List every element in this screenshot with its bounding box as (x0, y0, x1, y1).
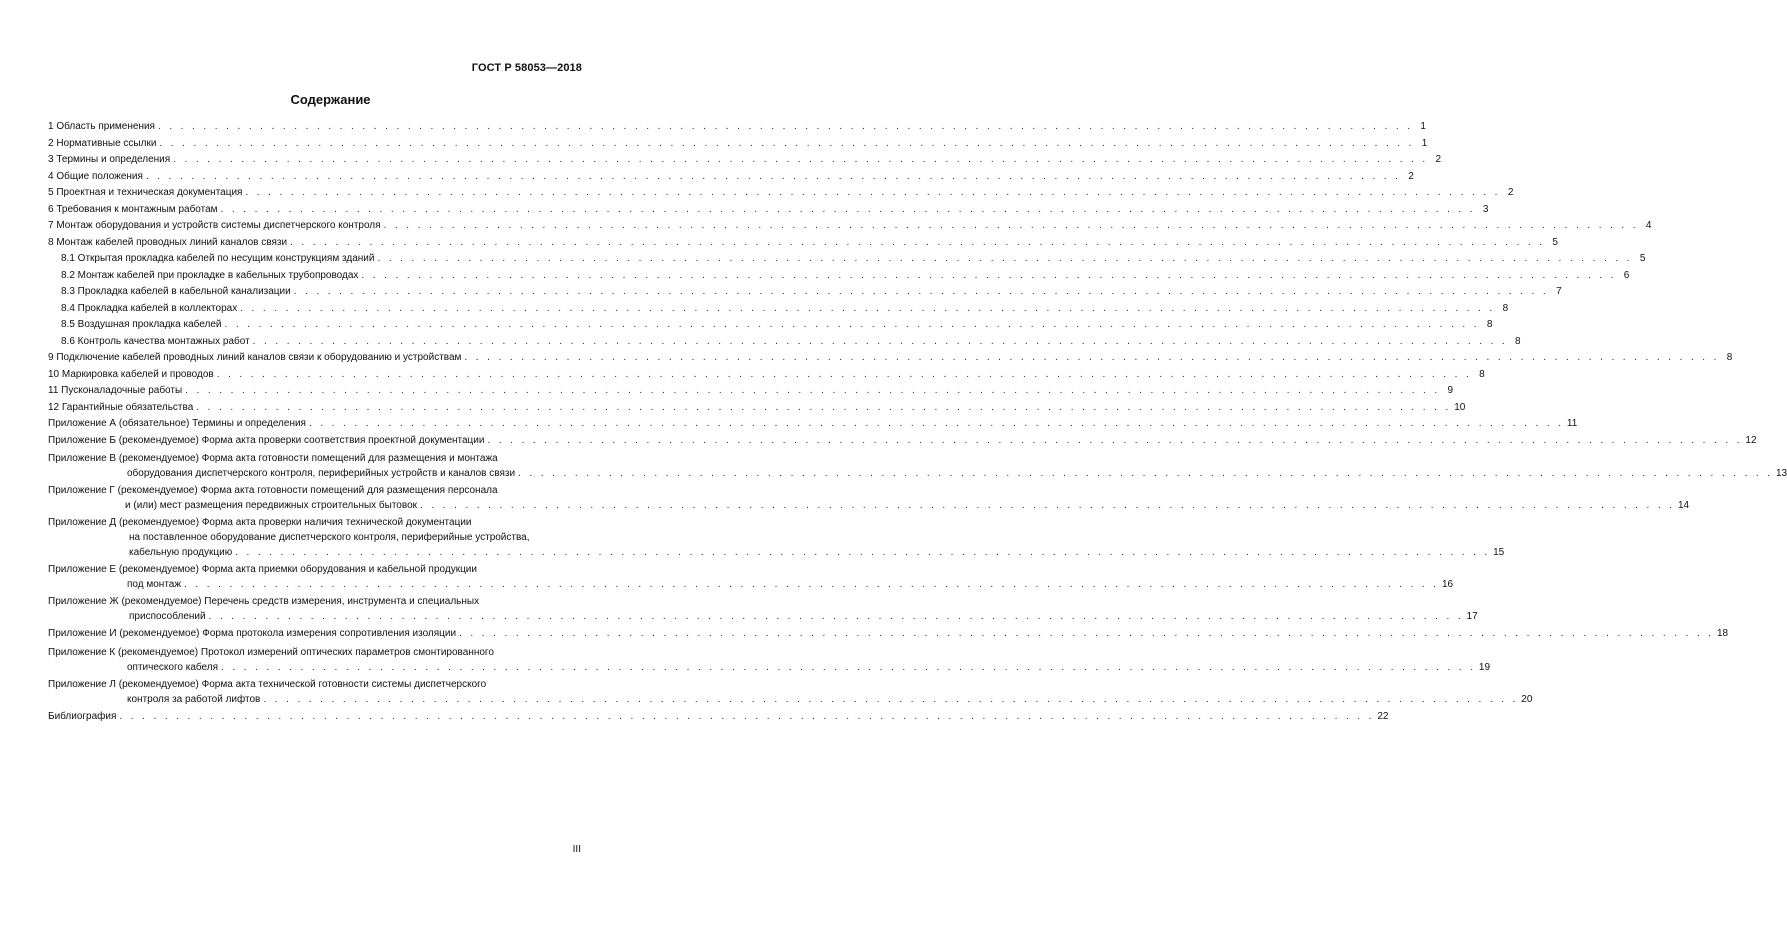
toc-entry-title: 11 Пусконаладочные работы (48, 385, 183, 396)
toc-entry[interactable] (48, 202, 1489, 219)
toc-entry-title-continued: контроля за работой лифтов (127, 693, 261, 705)
toc-entry-title-continued: оптического кабеля (127, 661, 218, 673)
toc-entry-title: 6 Требования к монтажным работам (48, 203, 218, 215)
toc-page-number: 19 (1478, 661, 1491, 673)
toc-subentry[interactable] (48, 334, 1521, 351)
dot-leader (221, 662, 1476, 673)
toc-page-number: 2 (1507, 187, 1514, 198)
toc-entry-title: 3 Термины и определения (48, 154, 171, 165)
toc-entry-title-continued: приспособлений (129, 611, 206, 622)
toc-entry-title-continued: на поставленное оборудование диспетчерского контроля, периферийные устройства, (129, 532, 530, 543)
dot-leader (224, 317, 1479, 334)
dot-leader (290, 235, 1545, 252)
toc-page-number: 11 (1566, 418, 1578, 429)
dot-leader (377, 251, 1632, 268)
toc-entry[interactable] (48, 400, 1466, 417)
toc-entry-title: 9 Подключение кабелей проводных линий каналов связи к оборудованию и устройствам (48, 352, 462, 363)
toc-entry-title: Приложение Б (рекомендуемое) Форма акта проверки соответствия проектной документации (48, 434, 485, 446)
dot-leader (184, 579, 1439, 590)
dot-leader (487, 433, 1742, 450)
toc-entry-title-continued: под монтаж (127, 579, 182, 590)
dot-leader (235, 547, 1490, 558)
toc-page-number: 6 (1623, 269, 1630, 281)
toc-entry-title: 12 Гарантийные обязательства (48, 401, 194, 413)
toc-page-number: 13 (1775, 468, 1787, 479)
dot-leader (209, 611, 1464, 622)
toc-entry-title: Библиография (48, 710, 117, 722)
dot-leader (420, 500, 1675, 511)
toc-entry[interactable] (48, 709, 1389, 726)
toc-page-number: 9 (1447, 385, 1454, 396)
standard-number: ГОСТ Р 58053—2018 (471, 62, 582, 74)
toc-entry[interactable] (48, 136, 1428, 153)
toc-page-number: 8 (1726, 352, 1733, 363)
toc-entry-title: Приложение Г (рекомендуемое) Форма акта готовности помещений для размещения персонала (48, 485, 498, 496)
toc-page-number: 3 (1482, 203, 1489, 215)
toc-subentry[interactable] (48, 284, 1562, 301)
dot-leader (159, 136, 1414, 153)
toc-entry-title: 8.1 Открытая прокладка кабелей по несущим конструкциям зданий (61, 253, 375, 264)
dot-leader (459, 626, 1714, 643)
toc-entry-title: 4 Общие положения (48, 170, 143, 182)
dot-leader (309, 416, 1564, 433)
toc-page-number: 17 (1466, 611, 1478, 622)
toc-entry-title: Приложение А (обязательное) Термины и определения (48, 418, 306, 429)
toc-page-number: 8 (1515, 335, 1521, 347)
toc-entry[interactable] (48, 483, 1690, 513)
dot-leader (240, 301, 1495, 318)
toc-page-number: 2 (1435, 154, 1442, 165)
toc-entry-title: 2 Нормативные ссылки (48, 137, 157, 149)
toc-entry[interactable] (48, 594, 1478, 624)
toc-page-number: 5 (1552, 236, 1558, 248)
toc-page-number: 7 (1556, 286, 1562, 297)
toc-entry[interactable] (48, 562, 1454, 592)
dot-leader (518, 468, 1773, 479)
dot-leader (245, 185, 1500, 202)
toc-entry-title: 5 Проектная и техническая документация (48, 187, 243, 198)
toc-entry-title: 8 Монтаж кабелей проводных линий каналов связи (48, 236, 288, 248)
toc-page-number: 5 (1639, 253, 1646, 264)
page-number: III (572, 844, 581, 855)
dot-leader (294, 284, 1549, 301)
toc-entry-title: 7 Монтаж оборудования и устройств системы диспетчерского контроля (48, 220, 381, 231)
dot-leader (217, 367, 1472, 384)
toc-entry-title: Приложение Ж (рекомендуемое) Перечень средств измерения, инструмента и специальных (48, 596, 480, 607)
toc-entry-title: Приложение Е (рекомендуемое) Форма акта приемки оборудования и кабельной продукции (48, 564, 477, 575)
toc-entry[interactable] (48, 152, 1442, 169)
dot-leader (146, 169, 1401, 186)
toc-heading: Содержание (290, 92, 371, 107)
toc-entry-title: 1 Область применения (48, 121, 155, 132)
toc-entry-title: 8.6 Контроль качества монтажных работ (61, 335, 250, 347)
toc-entry-title-continued: и (или) мест размещения передвижных строительных бытовок (125, 500, 418, 511)
toc-entry[interactable] (48, 119, 1426, 136)
dot-leader (361, 268, 1616, 285)
toc-page-number: 20 (1521, 693, 1533, 705)
toc-entry-title: Приложение Л (рекомендуемое) Форма акта технической готовности системы диспетчерского (48, 678, 487, 690)
toc-entry[interactable] (48, 350, 1733, 367)
dot-leader (253, 334, 1508, 351)
toc-page-number: 22 (1377, 710, 1389, 722)
toc-entry[interactable] (48, 218, 1652, 235)
dot-leader (158, 119, 1413, 136)
toc-entry-title: 8.3 Прокладка кабелей в кабельной канализации (61, 286, 291, 297)
toc-entry[interactable] (48, 433, 1757, 450)
dot-leader (185, 383, 1440, 400)
toc-page-number: 8 (1502, 302, 1509, 314)
toc-entry-title: Приложение И (рекомендуемое) Форма протокола измерения сопротивления изоляции (48, 628, 457, 639)
toc-page-number: 2 (1408, 170, 1414, 182)
toc-page-number: 12 (1745, 434, 1757, 446)
dot-leader (196, 400, 1451, 417)
toc-entry[interactable] (48, 515, 1505, 560)
toc-subentry[interactable] (48, 251, 1646, 268)
toc-entry[interactable] (48, 626, 1729, 643)
dot-leader (221, 202, 1476, 219)
toc-subentry[interactable] (48, 317, 1493, 334)
toc-entry[interactable] (48, 416, 1578, 433)
toc-page-number: 1 (1421, 137, 1428, 149)
dot-leader (464, 350, 1719, 367)
toc-entry[interactable] (48, 645, 1491, 675)
toc-page-number: 14 (1677, 500, 1690, 511)
toc-entry-title: 8.5 Воздушная прокладка кабелей (61, 319, 222, 330)
dot-leader (384, 218, 1639, 235)
dot-leader (263, 694, 1518, 705)
toc-page-number: 8 (1479, 368, 1485, 380)
toc-entry-title: 8.4 Прокладка кабелей в коллекторах (61, 302, 238, 314)
toc-subentry[interactable] (48, 301, 1509, 318)
toc-page-number: 15 (1493, 547, 1505, 558)
toc-subentry[interactable] (48, 268, 1630, 285)
dot-leader (119, 709, 1374, 726)
toc-page-number: 1 (1420, 121, 1426, 132)
toc-entry-title: Приложение К (рекомендуемое) Протокол измерений оптических параметров смонтированного (48, 646, 494, 658)
toc-entry-title: 8.2 Монтаж кабелей при прокладке в кабельных трубопроводах (61, 269, 359, 281)
toc-page-number: 8 (1486, 319, 1493, 330)
toc-entry-title-continued: кабельную продукцию (129, 547, 233, 558)
toc-entry[interactable] (48, 185, 1514, 202)
toc-entry-title: Приложение Д (рекомендуемое) Форма акта проверки наличия технической документации (48, 517, 472, 528)
toc-page-number: 16 (1441, 579, 1454, 590)
toc-page-number: 10 (1454, 401, 1466, 413)
toc-entry-title-continued: оборудования диспетчерского контроля, периферийных устройств и каналов связи (127, 468, 516, 479)
toc-entry[interactable] (48, 677, 1533, 707)
toc-entry[interactable] (48, 235, 1558, 252)
toc-entry[interactable] (48, 367, 1485, 384)
dot-leader (173, 152, 1428, 169)
toc-entry-title: 10 Маркировка кабелей и проводов (48, 368, 214, 380)
table-of-contents (48, 119, 1787, 725)
toc-entry[interactable] (48, 383, 1454, 400)
toc-entry[interactable] (48, 451, 1787, 481)
toc-entry-title: Приложение В (рекомендуемое) Форма акта готовности помещений для размещения и монтажа (48, 453, 498, 464)
toc-entry[interactable] (48, 169, 1414, 186)
toc-page-number: 18 (1716, 628, 1729, 639)
toc-page-number: 4 (1645, 220, 1652, 231)
